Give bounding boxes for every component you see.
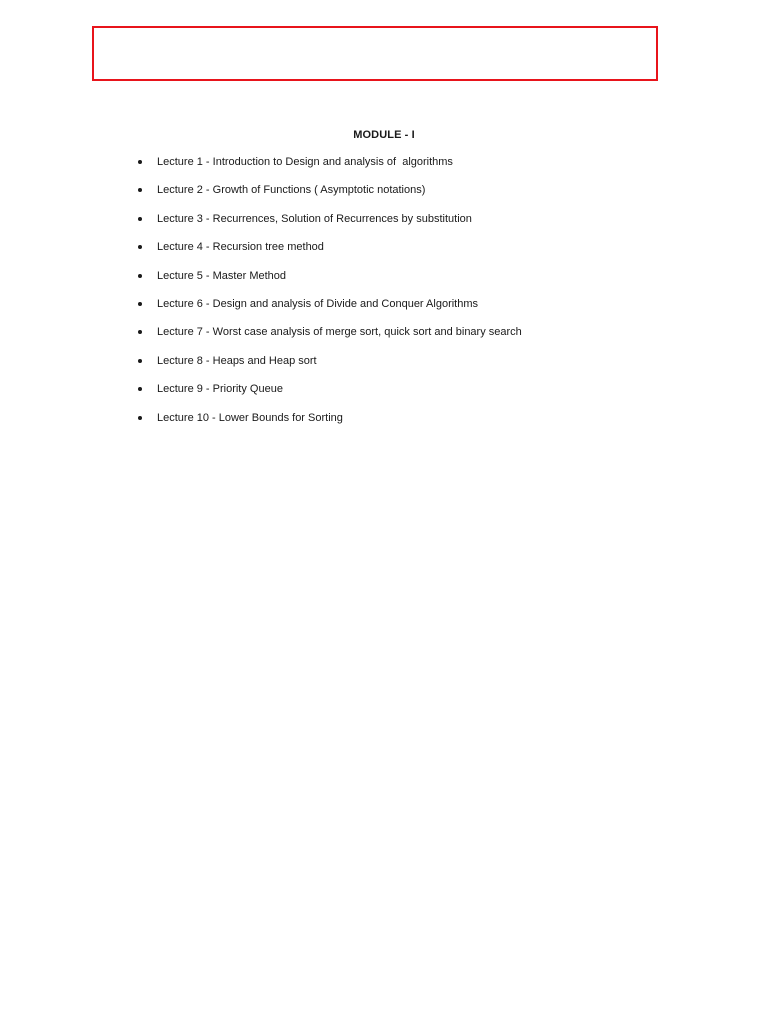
lecture-label: Lecture 4 - Recursion tree method <box>157 241 324 254</box>
bullet-icon <box>138 160 142 164</box>
bullet-icon <box>138 302 142 306</box>
module-title: MODULE - I <box>353 129 415 141</box>
bullet-icon <box>138 387 142 391</box>
lecture-label: Lecture 8 - Heaps and Heap sort <box>157 354 317 367</box>
lecture-label: Lecture 1 - Introduction to Design and analysis of algorithms <box>157 156 453 168</box>
bullet-icon <box>138 416 142 420</box>
lecture-label: Lecture 5 - Master Method <box>157 269 287 282</box>
lecture-label: Lecture 3 - Recurrences, Solution of Recurrences by substitution <box>157 212 472 225</box>
bullet-icon <box>138 330 142 334</box>
bullet-icon <box>138 217 142 221</box>
lecture-label: Lecture 6 - Design and analysis of Divide and Conquer Algorithms <box>157 297 479 310</box>
lecture-label: Lecture 2 - Growth of Functions ( Asymptotic notations) <box>157 184 426 197</box>
bullet-icon <box>138 188 142 192</box>
bullet-icon <box>138 245 142 249</box>
lecture-label: Lecture 9 - Priority Queue <box>157 383 283 396</box>
bullet-icon <box>138 359 142 363</box>
lecture-label: Lecture 7 - Worst case analysis of merge sort, quick sort and binary search <box>157 326 522 339</box>
bullet-icon <box>138 274 142 278</box>
header-box <box>92 26 658 81</box>
lecture-label: Lecture 10 - Lower Bounds for Sorting <box>157 411 343 424</box>
